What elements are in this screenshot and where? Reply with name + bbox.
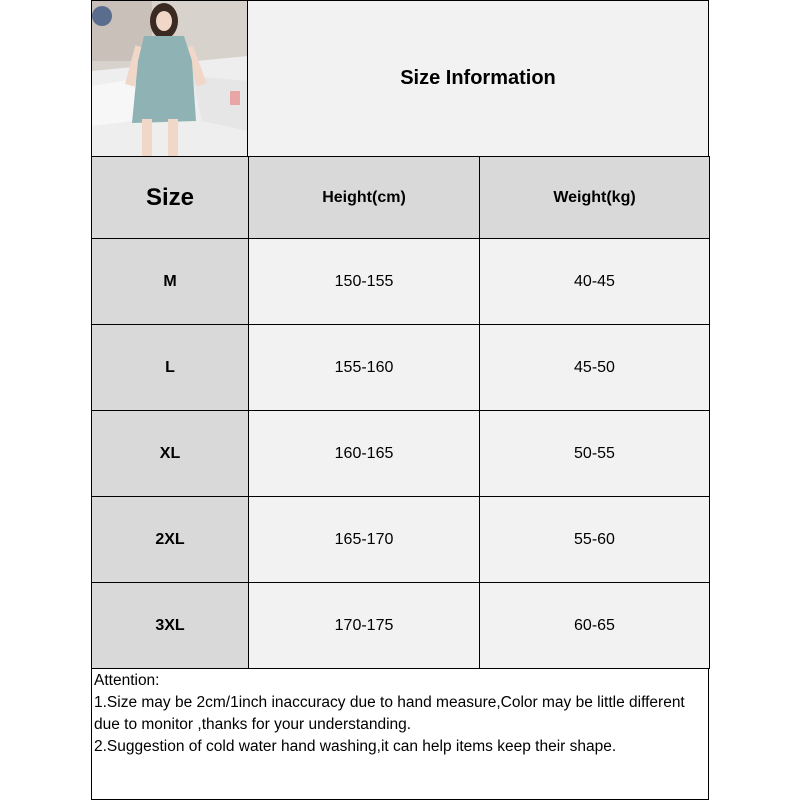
size-cell: M: [92, 239, 249, 325]
height-cell: 150-155: [249, 239, 480, 325]
product-photo: [92, 1, 248, 156]
weight-cell: 60-65: [480, 583, 710, 669]
notes-line-1: 1.Size may be 2cm/1inch inaccuracy due to hand measure,Color may be little different due to monitor ,thanks for your understanding.: [94, 694, 685, 733]
table-row: [92, 583, 710, 669]
notes-line-2: 2.Suggestion of cold water hand washing,it can help items keep their shape.: [94, 738, 617, 755]
table-row: [92, 239, 710, 325]
size-cell: 3XL: [92, 583, 249, 669]
weight-cell: 50-55: [480, 411, 710, 497]
height-cell: 170-175: [249, 583, 480, 669]
title-cell: [248, 1, 708, 156]
attention-notes: [94, 670, 704, 758]
weight-cell: 55-60: [480, 497, 710, 583]
size-cell: 2XL: [92, 497, 249, 583]
weight-cell: 40-45: [480, 239, 710, 325]
weight-cell: 45-50: [480, 325, 710, 411]
height-cell: 155-160: [249, 325, 480, 411]
table-header-row: [92, 157, 710, 239]
size-cell: XL: [92, 411, 249, 497]
column-header-weight: Weight(kg): [480, 157, 710, 239]
column-header-size: Size: [92, 157, 249, 239]
table-row: [92, 411, 710, 497]
height-cell: 160-165: [249, 411, 480, 497]
notes-heading: Attention:: [94, 672, 160, 689]
size-cell: L: [92, 325, 249, 411]
height-cell: 165-170: [249, 497, 480, 583]
size-table: [91, 156, 710, 669]
column-header-height: Height(cm): [249, 157, 480, 239]
table-row: [92, 497, 710, 583]
page-title: Size Information: [400, 67, 556, 89]
table-row: [92, 325, 710, 411]
